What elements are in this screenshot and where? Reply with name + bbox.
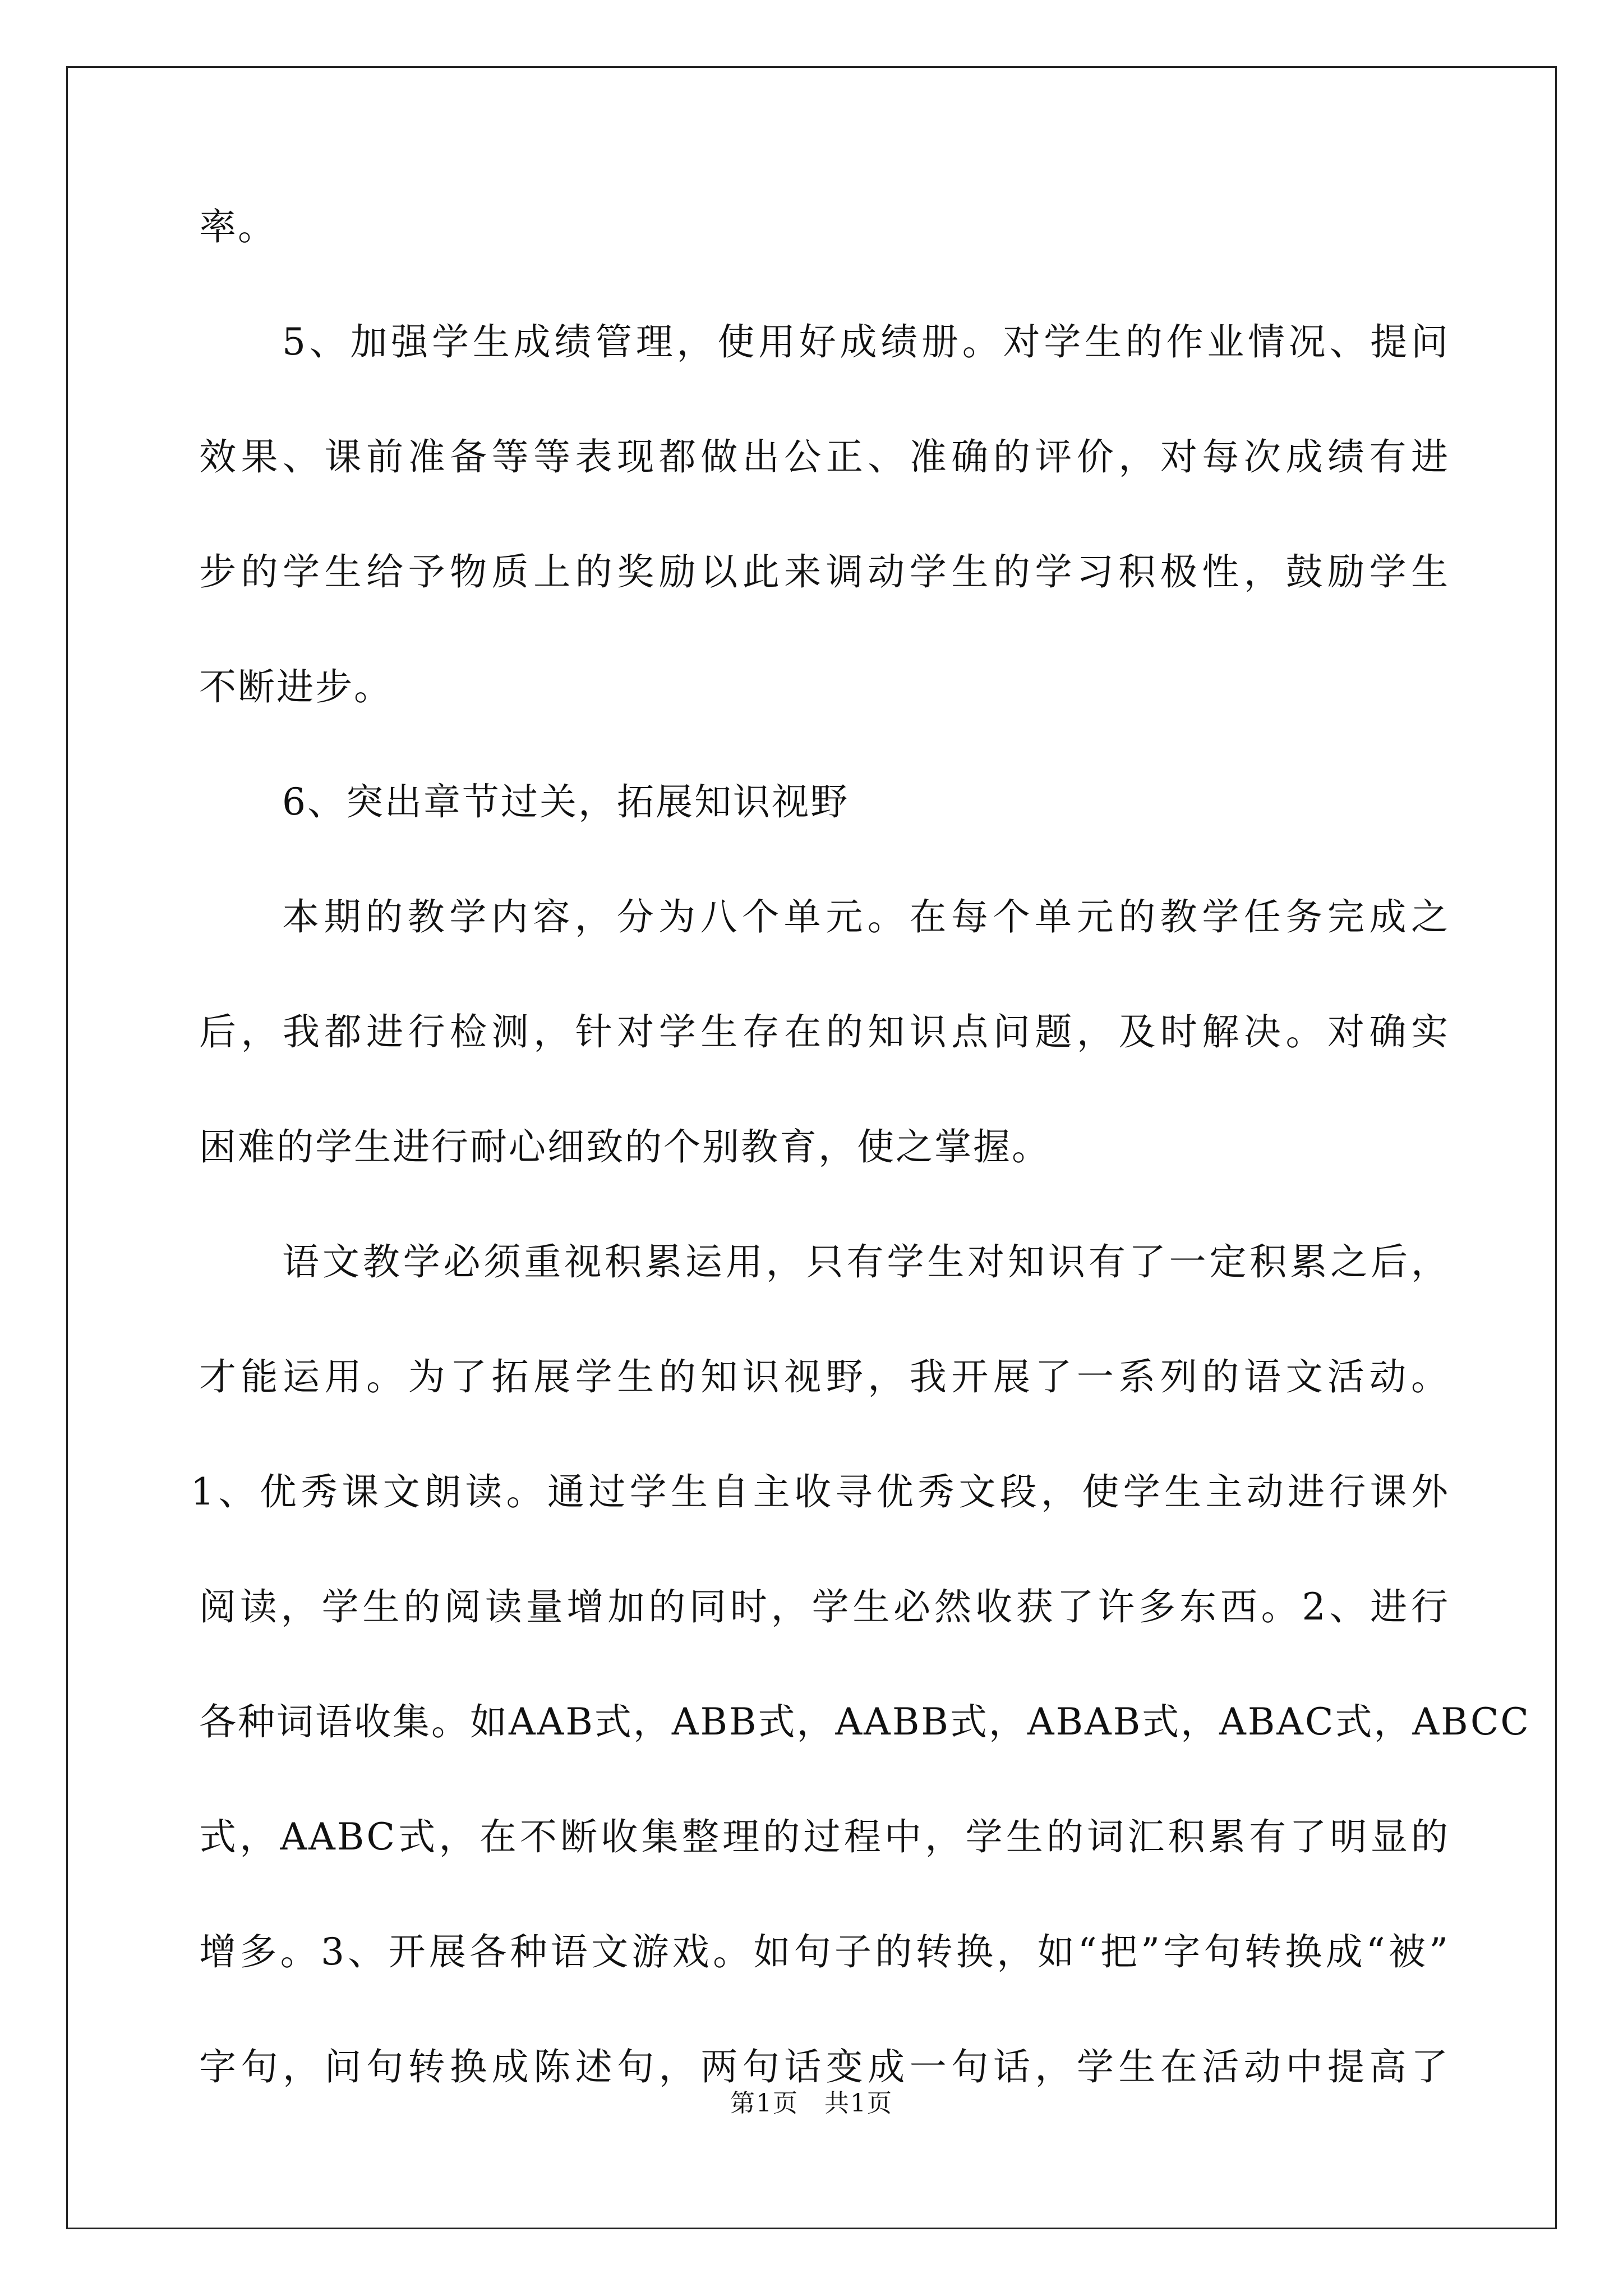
text-line: 后，我都进行检测，针对学生存在的知识点问题，及时解决。对确实 [199, 1010, 1450, 1053]
text-line: 各种词语收集。如AAB式，ABB式，AABB式，ABAB式，ABAC式，ABCC [199, 1700, 1530, 1743]
text-line: 增多。3、开展各种语文游戏。如句子的转换，如“把”字句转换成“被” [199, 1930, 1450, 1973]
text-line: 语文教学必须重视积累运用，只有学生对知识有了一定积累之后， [282, 1240, 1450, 1283]
page-footer: 第1页 共1页 [730, 2089, 893, 2118]
text-line: 率。 [199, 205, 276, 249]
text-line: 字句，问句转换成陈述句，两句话变成一句话，学生在活动中提高了 [199, 2045, 1450, 2088]
text-line: 困难的学生进行耐心细致的个别教育，使之掌握。 [199, 1125, 1050, 1168]
text-line: 不断进步。 [199, 665, 393, 708]
text-line: 5、加强学生成绩管理，使用好成绩册。对学生的作业情况、提问 [282, 320, 1450, 364]
text-line: 6、突出章节过关，拓展知识视野 [282, 780, 849, 823]
text-line: 式，AABC式，在不断收集整理的过程中，学生的词汇积累有了明显的 [199, 1815, 1450, 1858]
text-line: 效果、课前准备等等表现都做出公正、准确的评价，对每次成绩有进 [199, 435, 1450, 478]
text-line: 1、优秀课文朗读。通过学生自主收寻优秀文段，使学生主动进行课外 [191, 1470, 1450, 1513]
text-line: 才能运用。为了拓展学生的知识视野，我开展了一系列的语文活动。 [199, 1355, 1450, 1398]
text-line: 阅读，学生的阅读量增加的同时，学生必然收获了许多东西。2、进行 [199, 1585, 1450, 1628]
text-line: 本期的教学内容，分为八个单元。在每个单元的教学任务完成之 [282, 895, 1450, 938]
text-line: 步的学生给予物质上的奖励以此来调动学生的学习积极性，鼓励学生 [199, 550, 1450, 593]
